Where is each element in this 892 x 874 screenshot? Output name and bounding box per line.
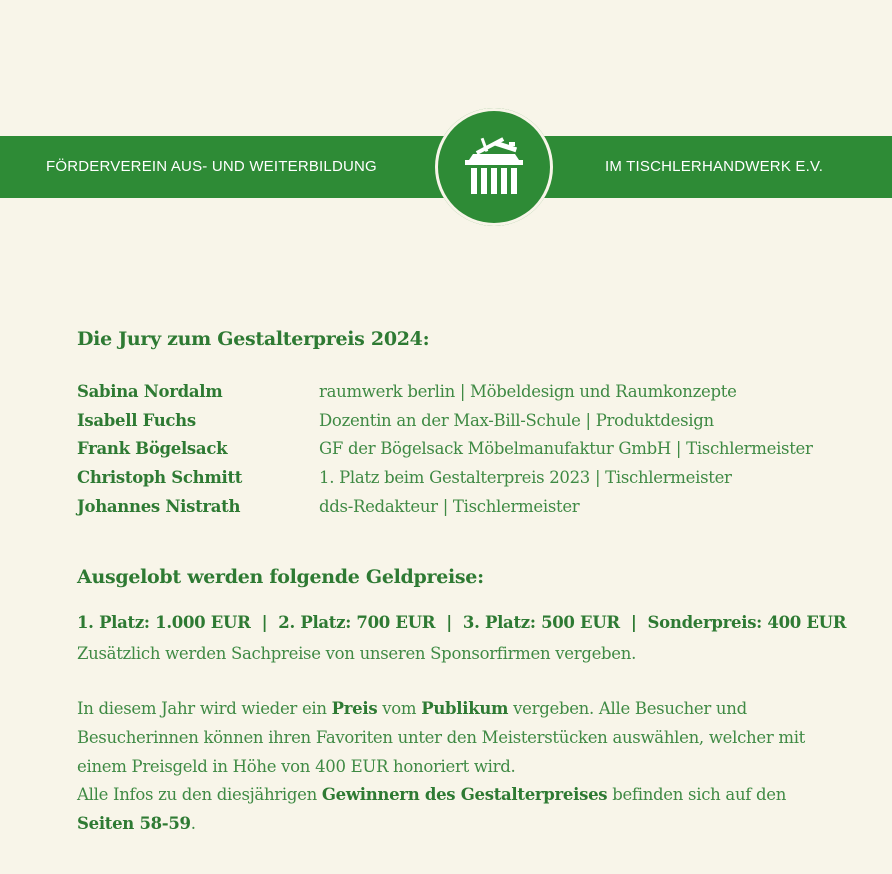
jury-list xyxy=(77,377,837,521)
page-reference: Seiten 58-59 xyxy=(77,814,191,834)
jury-member xyxy=(77,406,837,435)
paragraph-text: Alle Infos zu den diesjährigen xyxy=(77,785,322,805)
temple-tools-icon xyxy=(435,108,553,226)
banner-left-text: FÖRDERVEREIN AUS- UND WEITERBILDUNG xyxy=(46,158,377,175)
jury-member-role: dds-Redakteur | Tischlermeister xyxy=(319,497,580,517)
prizes-heading: Ausgelobt werden folgende Geldpreise: xyxy=(77,566,484,588)
prize-list xyxy=(77,613,846,632)
prize-separator: | xyxy=(261,613,268,632)
jury-member-role: 1. Platz beim Gestalterpreis 2023 | Tischlermeister xyxy=(319,468,732,488)
jury-member xyxy=(77,377,837,406)
jury-heading: Die Jury zum Gestalterpreis 2024: xyxy=(77,328,430,350)
prize-separator: | xyxy=(630,613,637,632)
emblem-logo xyxy=(435,108,553,226)
jury-member-name: Isabell Fuchs xyxy=(77,410,196,430)
banner-right-text: IM TISCHLERHANDWERK E.V. xyxy=(605,158,824,175)
sachpreise-text: Zusätzlich werden Sachpreise von unseren Sponsorfirmen vergeben. xyxy=(77,644,637,663)
jury-member-name: Frank Bögelsack xyxy=(77,439,228,459)
jury-member-name: Christoph Schmitt xyxy=(77,468,243,488)
prize-first: 1. Platz: 1.000 EUR xyxy=(77,613,251,632)
paragraph-text: vom xyxy=(377,699,422,718)
prize-special: Sonderpreis: 400 EUR xyxy=(647,613,847,632)
paragraph-text: In diesem Jahr wird wieder ein xyxy=(77,699,332,718)
paragraph-bold: Preis xyxy=(331,699,378,718)
jury-member-name: Johannes Nistrath xyxy=(77,497,241,517)
prize-second: 2. Platz: 700 EUR xyxy=(278,613,436,632)
paragraph-bold: Publikum xyxy=(421,699,509,718)
jury-member xyxy=(77,435,837,464)
jury-member xyxy=(77,492,837,521)
jury-member xyxy=(77,463,837,492)
prize-separator: | xyxy=(446,613,452,632)
jury-member-role: GF der Bögelsack Möbelmanufaktur GmbH | Tischlermeister xyxy=(319,439,813,459)
paragraph-text: . xyxy=(190,814,196,834)
jury-member-role: Dozentin an der Max-Bill-Schule | Produktdesign xyxy=(319,410,714,430)
publikum-paragraph xyxy=(77,695,837,839)
jury-member-name: Sabina Nordalm xyxy=(77,381,223,401)
paragraph-bold: Gewinnern des Gestalterpreises xyxy=(321,785,608,805)
prize-third: 3. Platz: 500 EUR xyxy=(462,613,620,632)
paragraph-text: befinden sich auf den xyxy=(607,785,787,805)
jury-member-role: raumwerk berlin | Möbeldesign und Raumkonzepte xyxy=(319,381,737,401)
paragraph-text: vergeben. Alle Besucher und Besucherinnen können ihren Favoriten unter den Meisterstücken auswählen, welcher mit einem Preisgeld in Höhe von 400 EUR honoriert wird. xyxy=(77,699,806,776)
